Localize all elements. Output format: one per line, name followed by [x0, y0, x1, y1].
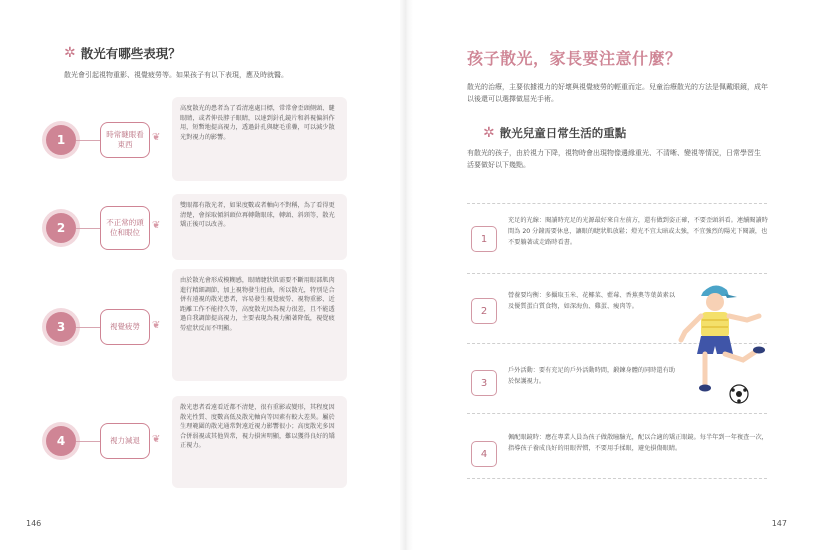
- tip-3-number: 3: [471, 370, 497, 396]
- dashed-divider: [467, 413, 767, 414]
- tip-2-text: 營養要均衡：多攝取玉米、花椰菜、藍莓、香蕉奧等葉黃素以及優質蛋白質食物，如深海魚、雞蛋、瘦肉等。: [508, 292, 676, 310]
- tip-1-text: 充足的光線：閱讀時充足的光源最好來自左前方，還有做到姿正確，不要歪頭斜看。連續閱讀時間為 20 分鐘需要休息，讓眼的睫狀肌放鬆；燈光不宜太暗或太強，不宜強烈的陽光下閱讀，也不要躺著或走路時看書。: [508, 217, 768, 246]
- tip-4-text: 佩配眼鏡時：應在專業人員為孩子做散瞳驗光，配以合適的矯正眼鏡。每半年到一年複查一次，指導孩子養成良好的用眼習慣，不要用手揉眼，避免損傷眼睛。: [508, 434, 768, 452]
- item-4-number: 4: [46, 426, 76, 456]
- tip-2-number: 2: [471, 298, 497, 324]
- item-3-label: 視覺疲勞: [100, 309, 150, 345]
- dashed-divider: [467, 273, 767, 274]
- right-page-title: 孩子散光，家長要注意什麼？: [467, 49, 682, 68]
- ball-patch: [737, 399, 741, 403]
- item-2-card: 雙眼都有散光者，如果度數或者軸向不對稱，為了看得更清楚，會採取傾斜頭位再轉動眼球，轉頭、斜頸等，散光矯正後可以改善。: [172, 194, 347, 260]
- dashed-divider: [467, 203, 767, 204]
- item-3-number: 3: [46, 312, 76, 342]
- item-2-label: 不正常的頭位和眼位: [100, 206, 150, 250]
- right-shoe: [753, 347, 765, 354]
- ball-patch: [731, 388, 735, 392]
- leaf-icon: ❦: [152, 320, 161, 331]
- boy-soccer-illustration: [675, 280, 775, 410]
- right-page-intro: 散光的治療，主要依據視力的好壞與視覺疲勞的輕重而定。兒童治療散光的方法是佩戴眼鏡，成年以後還可以選擇做屈光手術。: [467, 83, 768, 104]
- page-number-right: 147: [771, 519, 787, 528]
- left-page-intro: 散光會引起視物重影、視覺疲勞等。如果孩子有以下表現，應及時就醫。: [64, 71, 288, 79]
- subheading-text: 散光兒童日常生活的重點: [499, 126, 627, 140]
- asterisk-icon: ✲: [64, 45, 76, 61]
- shorts-shape: [697, 336, 733, 354]
- connector-line: [76, 441, 102, 442]
- tip-3-text: 戶外活動：要有充足的戶外活動時間，鍛鍊身體的同時還有助於保護視力。: [508, 367, 676, 385]
- asterisk-icon: ✲: [483, 125, 495, 141]
- shirt-shape: [701, 312, 729, 338]
- subheading-intro: 有散光的孩子，由於視力下降，視物時會出現物像邊緣重光、不清晰、變視等情況，日常學習生活要做好以下幾點。: [467, 149, 761, 170]
- item-1-card: 高度散光的患者為了看清遠處目標，常常會歪頭側頭、瞇眼睛，或者伸長脖子眼睛，以達到針孔鏡片和斜視偏斜作用，短暫地提高視力，透過針孔與睫毛重疊，可以減少散光對視力的影響。: [172, 97, 347, 181]
- connector-line: [76, 327, 102, 328]
- book-gutter: [400, 0, 413, 550]
- left-page: [0, 0, 400, 550]
- item-2-number: 2: [46, 213, 76, 243]
- left-heading-text: 散光有哪些表現？: [80, 46, 181, 61]
- dashed-divider: [467, 478, 767, 479]
- item-4-label: 視力減退: [100, 423, 150, 459]
- item-4-card: 散光患者看遠看近都不清楚，很有重影或變形，其程度因散光性質、度數高低及散光軸向等因素有較大差異。屬於生理範圍的散光通常對遠近視力影響很小；高度散光多因合併弱視或其他異常，視力損害明顯，難以獲得良好的矯正視力。: [172, 396, 347, 488]
- item-3-card: 由於散光會形成模糊感，眼睛睫狀肌需要不斷用眼部肌肉進行精細調節，加上視物發生扭曲，所以散光，特別是合併有遠視的散光患者，容易發生視覺疲勞、視物重影、近距離工作不能持久等，高度散光因為視力很差，且不能透過自我調節提高視力，主要表現為視力顯著降低，視覺疲勞症狀反而不明顯。: [172, 269, 347, 381]
- tip-4-number: 4: [471, 441, 497, 467]
- right-arm: [729, 316, 759, 320]
- left-arm: [681, 316, 701, 340]
- right-page: [413, 0, 813, 550]
- left-shoe: [699, 385, 711, 392]
- right-page-subheading: [483, 125, 626, 141]
- tip-1-number: 1: [471, 226, 497, 252]
- ball-patch: [743, 388, 747, 392]
- connector-line: [76, 228, 102, 229]
- leaf-icon: ❦: [152, 434, 161, 445]
- connector-line: [76, 140, 102, 141]
- item-1-label: 時常瞇眼看東西: [100, 122, 150, 158]
- page-number-left: 146: [26, 519, 42, 528]
- leaf-icon: ❦: [152, 220, 161, 231]
- head-shape: [706, 293, 724, 311]
- item-1-number: 1: [46, 125, 76, 155]
- leaf-icon: ❦: [152, 132, 161, 143]
- cap-brim: [725, 294, 737, 298]
- left-page-heading: [64, 44, 181, 62]
- right-leg: [725, 352, 755, 360]
- ball-patch: [736, 391, 742, 397]
